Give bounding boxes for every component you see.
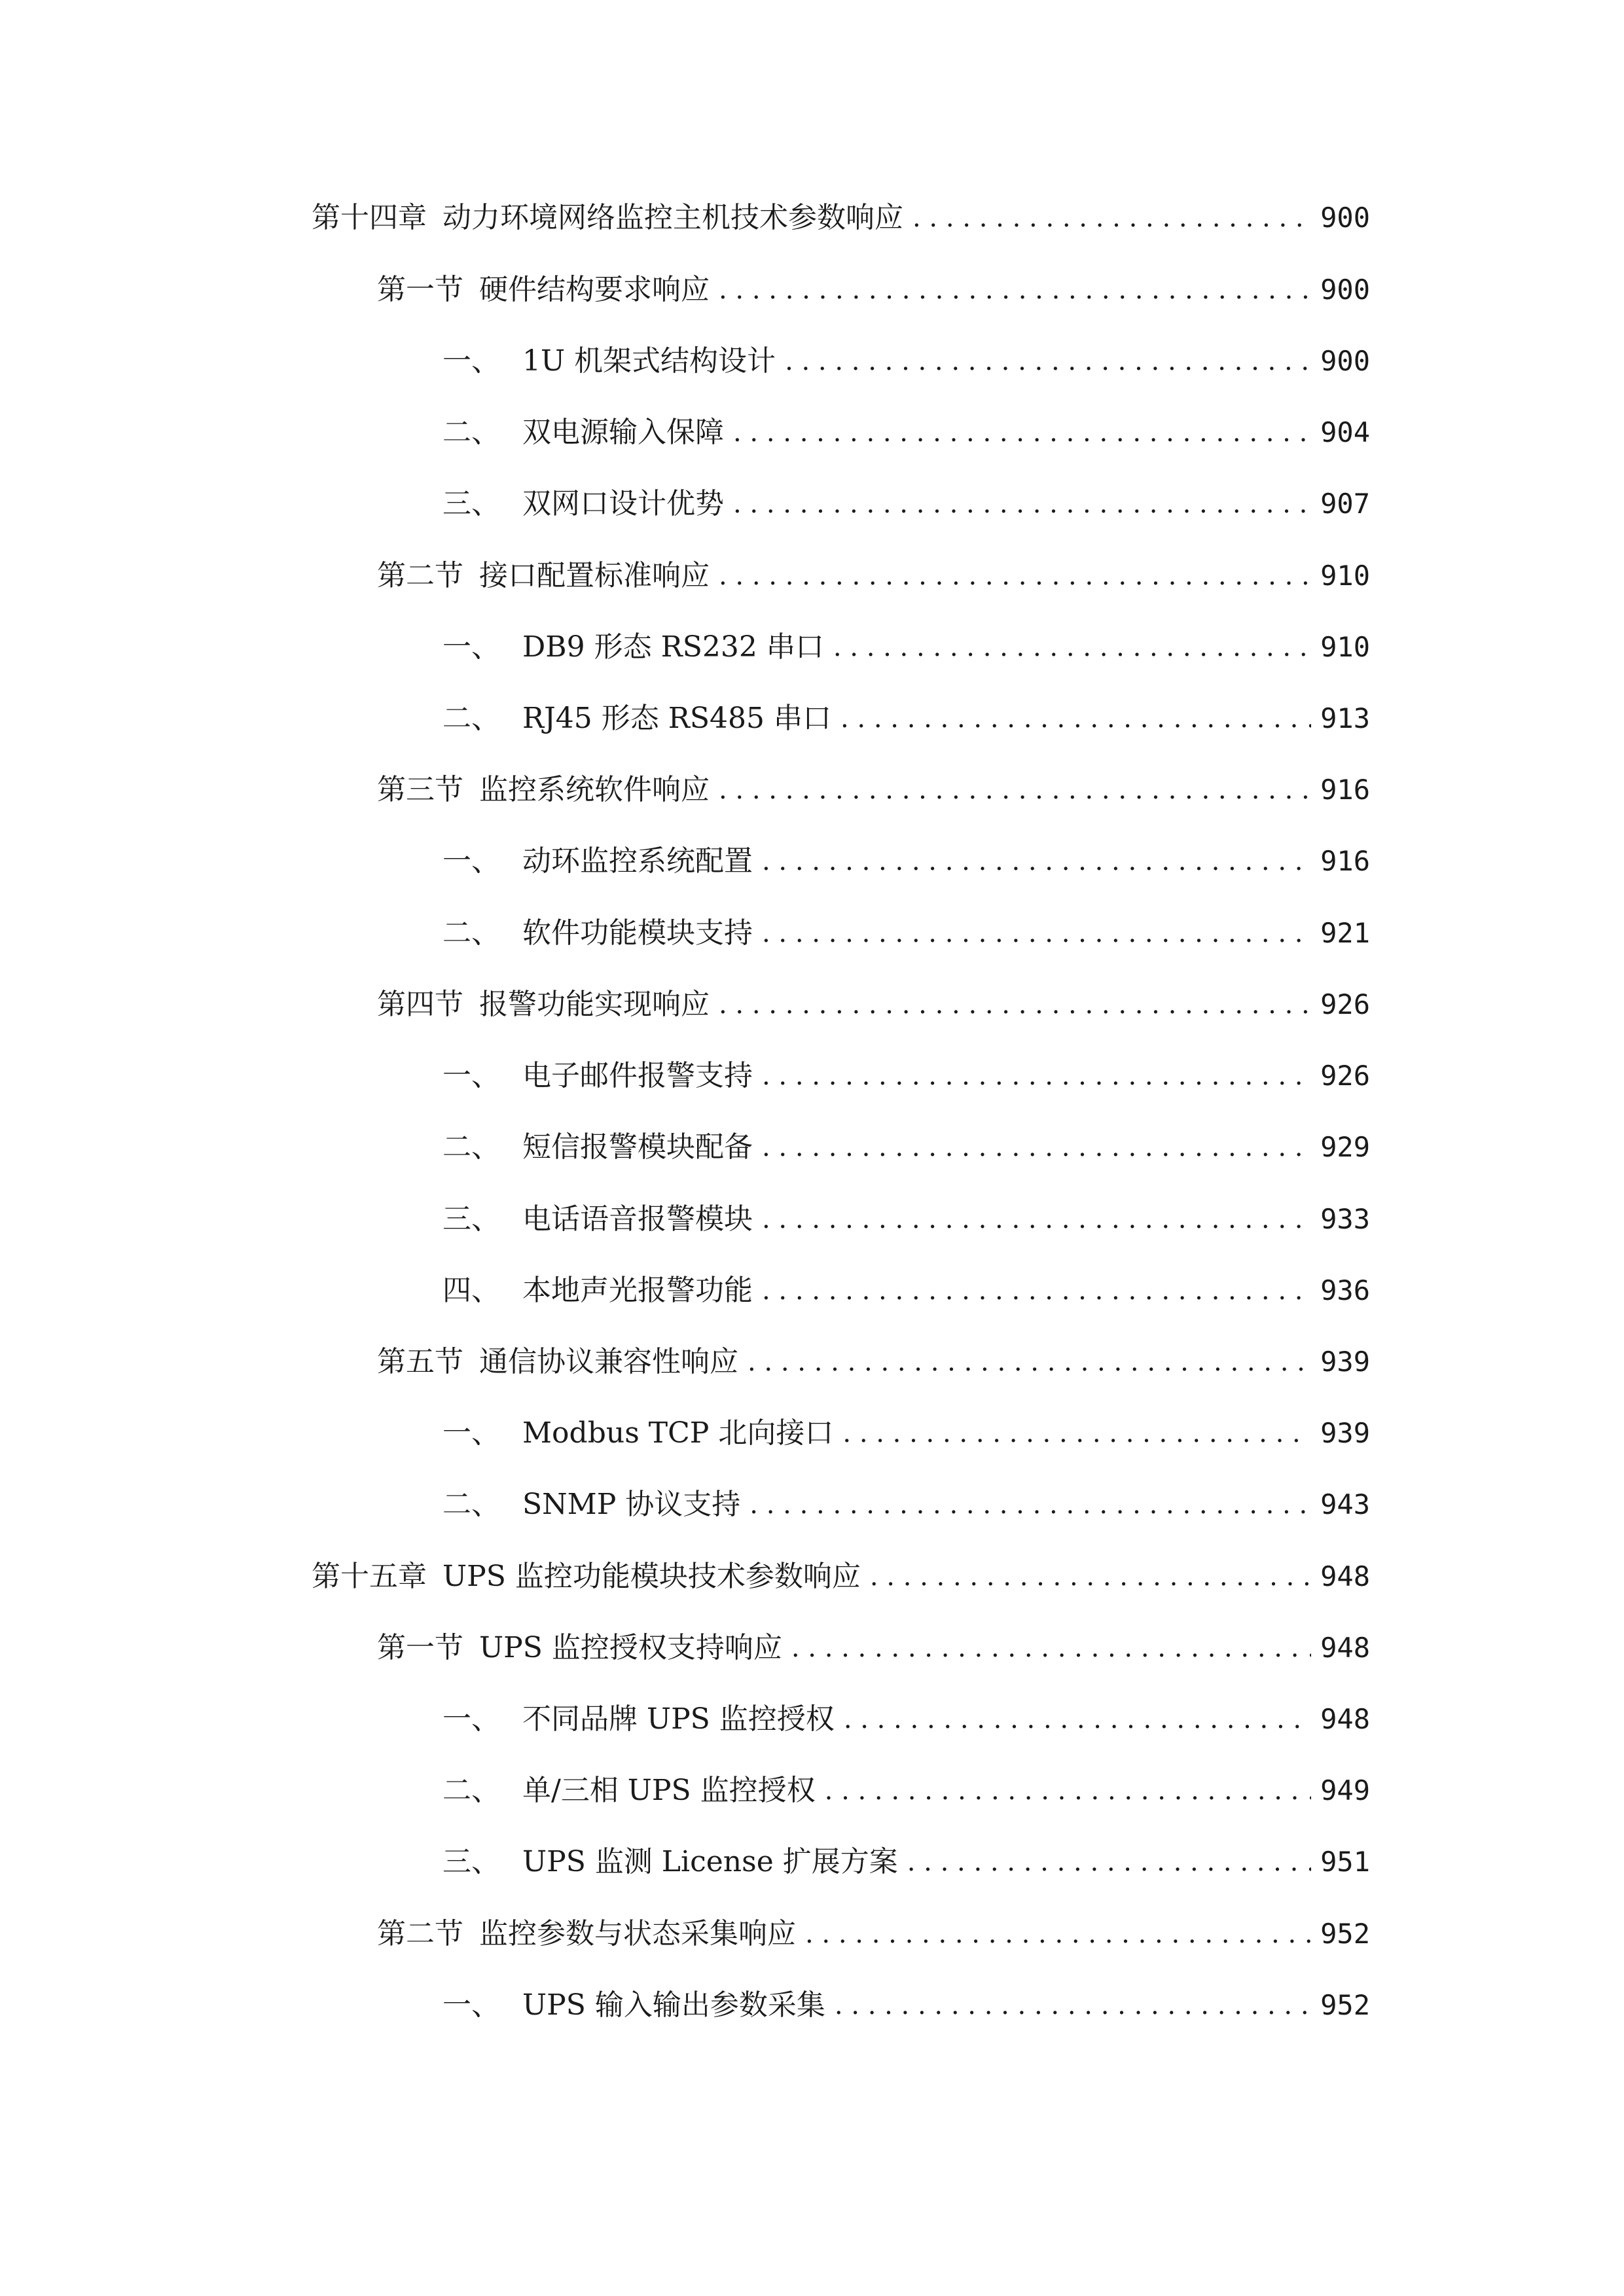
entry-number: 三、 (442, 1202, 500, 1236)
entry-title: 通信协议兼容性响应 (479, 1345, 738, 1378)
entry-number: 一、 (442, 1988, 500, 2022)
page-number: 929 (1320, 1131, 1370, 1163)
page-number: 952 (1320, 1918, 1370, 1950)
toc-entry-subsection[interactable] (442, 410, 1370, 456)
entry-number: 第十四章 (312, 201, 427, 234)
toc-entry-subsection[interactable] (442, 910, 1370, 956)
page-number: 936 (1320, 1274, 1370, 1306)
dot-leader (842, 1410, 1311, 1456)
entry-number: 第五节 (377, 1345, 463, 1378)
entry-title: UPS 输入输出参数采集 (522, 1988, 825, 2022)
toc-entry-subsection[interactable] (442, 1410, 1370, 1456)
page-number: 921 (1320, 917, 1370, 949)
toc-entry-section[interactable] (377, 767, 1370, 813)
entry-number: 一、 (442, 1702, 500, 1736)
page-number: 939 (1320, 1417, 1370, 1449)
entry-number: 第一节 (377, 273, 463, 306)
entry-number: 第二节 (377, 1917, 463, 1950)
entry-number: 二、 (442, 1130, 500, 1164)
entry-title: 监控参数与状态采集响应 (479, 1917, 796, 1950)
dot-leader (762, 1268, 1311, 1314)
page-number: 951 (1320, 1846, 1370, 1878)
page-number: 910 (1320, 560, 1370, 592)
page-number: 939 (1320, 1346, 1370, 1378)
dot-leader (840, 696, 1311, 742)
entry-number: 二、 (442, 1488, 500, 1521)
entry-title: 报警功能实现响应 (479, 988, 710, 1021)
page-number: 907 (1320, 488, 1370, 520)
dot-leader (762, 910, 1311, 956)
dot-leader (762, 1196, 1311, 1242)
page-number: 949 (1320, 1774, 1370, 1806)
entry-title: Modbus TCP 北向接口 (522, 1416, 834, 1450)
toc-entry-subsection[interactable] (442, 481, 1370, 527)
toc-entry-subsection[interactable] (442, 1839, 1370, 1885)
entry-title: 动环监控系统配置 (522, 844, 753, 878)
dot-leader (835, 1982, 1311, 2028)
entry-number: 四、 (442, 1274, 500, 1307)
page-number: 943 (1320, 1488, 1370, 1520)
page-number: 948 (1320, 1632, 1370, 1664)
toc-entry-chapter[interactable] (312, 195, 1370, 241)
entry-title: 双网口设计优势 (522, 487, 724, 520)
toc-entry-subsection[interactable] (442, 338, 1370, 384)
dot-leader (762, 838, 1311, 884)
dot-leader (825, 1768, 1312, 1814)
toc-entry-section[interactable] (377, 1625, 1370, 1671)
entry-number: 一、 (442, 344, 500, 378)
entry-title: SNMP 协议支持 (522, 1488, 741, 1521)
page-number: 952 (1320, 1989, 1370, 2021)
dot-leader (719, 982, 1311, 1028)
entry-number: 二、 (442, 416, 500, 449)
toc-entry-subsection[interactable] (442, 1768, 1370, 1814)
entry-title: 短信报警模块配备 (522, 1130, 753, 1164)
entry-number: 二、 (442, 702, 500, 735)
page-number: 933 (1320, 1203, 1370, 1235)
entry-number: 一、 (442, 1059, 500, 1092)
dot-leader (719, 267, 1311, 313)
entry-number: 二、 (442, 1774, 500, 1807)
entry-title: 不同品牌 UPS 监控授权 (522, 1702, 835, 1736)
toc-entry-subsection[interactable] (442, 1268, 1370, 1314)
entry-title: UPS 监控功能模块技术参数响应 (442, 1560, 861, 1593)
dot-leader (748, 1339, 1311, 1385)
page-number: 916 (1320, 774, 1370, 806)
toc-entry-section[interactable] (377, 553, 1370, 599)
toc-entry-subsection[interactable] (442, 1124, 1370, 1170)
entry-number: 一、 (442, 630, 500, 664)
entry-number: 三、 (442, 487, 500, 520)
entry-number: 第三节 (377, 773, 463, 806)
entry-number: 三、 (442, 1845, 500, 1878)
dot-leader (912, 195, 1311, 241)
entry-title: 电子邮件报警支持 (522, 1059, 753, 1092)
entry-number: 第十五章 (312, 1560, 427, 1593)
entry-title: 动力环境网络监控主机技术参数响应 (442, 201, 903, 234)
entry-number: 一、 (442, 844, 500, 878)
entry-title: UPS 监测 License 扩展方案 (522, 1845, 898, 1878)
toc-entry-subsection[interactable] (442, 1982, 1370, 2028)
entry-title: 监控系统软件响应 (479, 773, 710, 806)
entry-title: RJ45 形态 RS485 串口 (522, 702, 831, 735)
toc-entry-subsection[interactable] (442, 1196, 1370, 1242)
entry-title: 电话语音报警模块 (522, 1202, 753, 1236)
toc-entry-subsection[interactable] (442, 1482, 1370, 1528)
dot-leader (719, 767, 1311, 813)
page-number: 913 (1320, 702, 1370, 734)
dot-leader (733, 481, 1311, 527)
toc-entry-section[interactable] (377, 982, 1370, 1028)
entry-title: DB9 形态 RS232 串口 (522, 630, 824, 664)
entry-title: UPS 监控授权支持响应 (479, 1631, 782, 1664)
dot-leader (907, 1839, 1311, 1885)
dot-leader (833, 624, 1311, 670)
dot-leader (805, 1911, 1311, 1957)
page-number: 900 (1320, 274, 1370, 306)
toc-entry-subsection[interactable] (442, 838, 1370, 884)
page-number: 904 (1320, 416, 1370, 448)
dot-leader (719, 553, 1311, 599)
toc-entry-section[interactable] (377, 267, 1370, 313)
entry-title: 单/三相 UPS 监控授权 (522, 1774, 816, 1807)
toc-entry-subsection[interactable] (442, 1053, 1370, 1099)
entry-title: 双电源输入保障 (522, 416, 724, 449)
page-number: 900 (1320, 202, 1370, 234)
dot-leader (762, 1124, 1311, 1170)
page-number: 948 (1320, 1560, 1370, 1592)
dot-leader (844, 1696, 1311, 1742)
entry-number: 一、 (442, 1416, 500, 1450)
page-number: 948 (1320, 1703, 1370, 1735)
page-number: 926 (1320, 1060, 1370, 1092)
entry-number: 第二节 (377, 559, 463, 592)
toc-entry-section[interactable] (377, 1339, 1370, 1385)
dot-leader (870, 1554, 1311, 1600)
toc-entry-section[interactable] (377, 1911, 1370, 1957)
dot-leader (762, 1053, 1311, 1099)
page-number: 926 (1320, 988, 1370, 1020)
dot-leader (785, 338, 1311, 384)
entry-title: 硬件结构要求响应 (479, 273, 710, 306)
page-number: 910 (1320, 631, 1370, 663)
entry-title: 接口配置标准响应 (479, 559, 710, 592)
entry-number: 二、 (442, 916, 500, 950)
entry-number: 第四节 (377, 988, 463, 1021)
entry-number: 第一节 (377, 1631, 463, 1664)
dot-leader (791, 1625, 1311, 1671)
dot-leader (749, 1482, 1311, 1528)
toc-entry-subsection[interactable] (442, 696, 1370, 742)
page-number: 916 (1320, 845, 1370, 877)
entry-title: 1U 机架式结构设计 (522, 344, 776, 378)
entry-title: 软件功能模块支持 (522, 916, 753, 950)
toc-entry-chapter[interactable] (312, 1554, 1370, 1600)
entry-title: 本地声光报警功能 (522, 1274, 753, 1307)
page-number: 900 (1320, 345, 1370, 377)
toc-entry-subsection[interactable] (442, 624, 1370, 670)
toc-entry-subsection[interactable] (442, 1696, 1370, 1742)
dot-leader (733, 410, 1311, 456)
